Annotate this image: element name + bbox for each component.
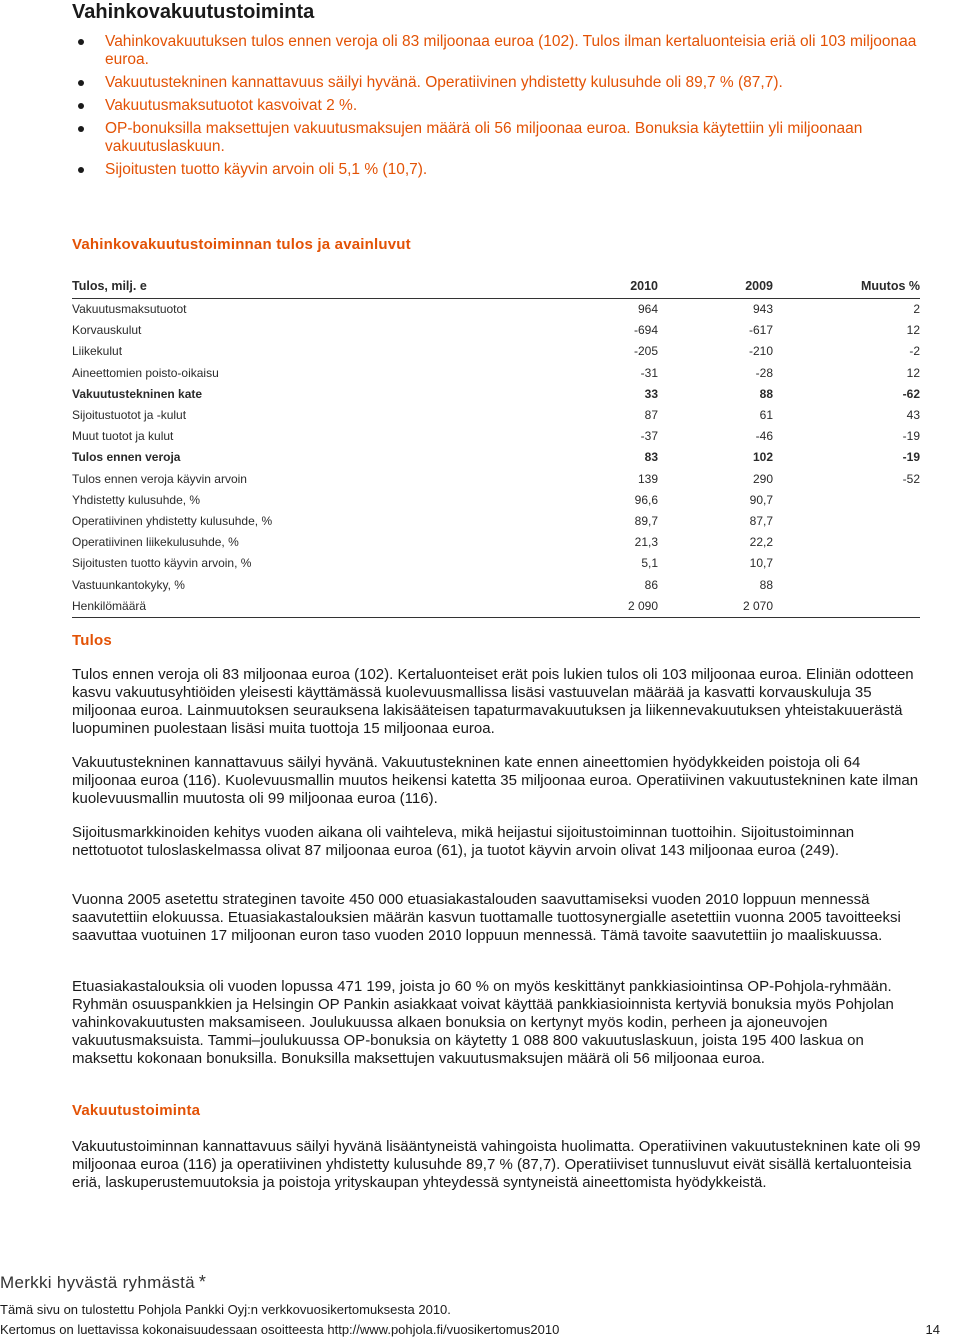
row-label: Sijoitusten tuotto käyvin arvoin, % [72, 556, 252, 571]
table-row [72, 490, 920, 511]
value-2009: -210 [748, 344, 773, 359]
row-label: Operatiivinen yhdistetty kulusuhde, % [72, 514, 273, 529]
vakuutustoiminta-heading: Vakuutustoiminta [72, 1102, 201, 1119]
change-percent [773, 532, 920, 553]
row-label: Operatiivinen liikekulusuhde, % [72, 535, 239, 550]
summary-bullets [72, 33, 922, 184]
change-percent: 12 [906, 323, 920, 338]
bullet-dot-icon [78, 126, 84, 132]
page-title: Vahinkovakuutustoiminta [72, 1, 315, 23]
change-percent: -2 [909, 344, 920, 359]
column-header: 2010 [586, 276, 658, 299]
value-2009: 22,2 [749, 535, 773, 550]
value-2010: -31 [640, 365, 658, 380]
row-label: Henkilömäärä [72, 596, 586, 618]
value-2010: 83 [644, 450, 658, 465]
table-row [72, 596, 920, 618]
bullet-item: Vakuutusmaksutuotot kasvoivat 2 %. [72, 97, 922, 115]
bullet-item: Vakuutustekninen kannattavuus säilyi hyvänä. Operatiivinen yhdistetty kulusuhde oli 89,7 % (87,7). [72, 74, 922, 92]
row-label: Tulos ennen veroja käyvin arvoin [72, 471, 247, 486]
table-header-row [72, 276, 920, 299]
value-2009: 290 [752, 471, 773, 486]
table-row [72, 426, 920, 447]
tulos-paragraph: Tulos ennen veroja oli 83 miljoonaa euroa (102). Kertaluonteiset erät pois lukien tulos oli 103 miljoonaa euroa. Eliniän odotteen kasvu vakuutusyhtiöiden yleisesti käyttämässä kuolevuusmallissa lisäsi vastuuvelan määrää ja kasvatti korvauskuluja 35 miljoonaa euroa. Lainmuutoksen seurauksena lakisääteisen tapaturmavakuutuksen ja liikennevakuutuksen yhteistakuuerästä luopuminen puolestaan lisäsi muita tuottoja 15 miljoonaa euroa. [72, 666, 914, 737]
change-percent [773, 490, 920, 511]
table-title: Vahinkovakuutustoiminnan tulos ja avainluvut [72, 236, 411, 253]
change-percent [773, 511, 920, 532]
value-2010: 86 [644, 577, 658, 592]
table-row [72, 384, 920, 405]
table-row [72, 575, 920, 596]
footer-print-note: Tämä sivu on tulostettu Pohjola Pankki Oyj:n verkkovuosikertomuksesta 2010. [0, 1302, 451, 1317]
page-number: 14 [925, 1322, 940, 1337]
change-percent: -52 [902, 471, 920, 486]
value-2010: 139 [637, 471, 658, 486]
table-row [72, 469, 920, 490]
row-label: Yhdistetty kulusuhde, % [72, 492, 201, 507]
brand-slogan: Merkki hyvästä ryhmästä * [0, 1272, 207, 1292]
bullet-item: Sijoitusten tuotto käyvin arvoin oli 5,1 % (10,7). [72, 161, 922, 179]
change-percent: -19 [902, 450, 920, 465]
value-2010: 21,3 [634, 535, 658, 550]
value-2009: 87,7 [749, 514, 773, 529]
value-2010: -205 [633, 344, 658, 359]
value-2010: 2 090 [586, 596, 658, 618]
bullet-dot-icon [78, 39, 84, 45]
bullet-dot-icon [78, 167, 84, 173]
value-2009: -28 [755, 365, 773, 380]
row-label: Aineettomien poisto-oikaisu [72, 365, 219, 380]
change-percent: 43 [906, 408, 920, 423]
table-row [72, 320, 920, 341]
bullet-item: Vahinkovakuutuksen tulos ennen veroja oli 83 miljoonaa euroa (102). Tulos ilman kertaluonteisia eriä oli 103 miljoonaa euroa. [72, 33, 922, 69]
value-2010: 89,7 [634, 514, 658, 529]
tulos-heading: Tulos [72, 632, 112, 649]
row-label: Vakuutustekninen kate [72, 386, 203, 401]
vakuutustoiminta-paragraph: Vakuutustoiminnan kannattavuus säilyi hyvänä lisääntyneistä vahingoista huolimatta. Operatiivinen vakuutustekninen kate oli 99 miljoonaa euroa (116) ja operatiivinen yhdistetty kulusuhde 89,7 % (87,7). Operatiiviset tunnusluvut eivät sisällä kertaluonteisia eriä, laskuperustemuutoksia ja poistoja yrityskaupan yhteydessä syntyneistä aineettomista hyödykkeistä. [72, 1138, 921, 1191]
table-row [72, 553, 920, 574]
table-row [72, 405, 920, 426]
value-2010: 96,6 [634, 492, 658, 507]
row-label: Tulos ennen veroja [72, 450, 181, 465]
footer-url-note: Kertomus on luettavissa kokonaisuudessaan osoitteesta http://www.pohjola.fi/vuosikertomus2010 [0, 1322, 560, 1337]
value-2009: 102 [752, 450, 773, 465]
change-percent [773, 596, 920, 618]
value-2010: 33 [644, 386, 658, 401]
value-2010: 964 [637, 302, 658, 316]
tulos-paragraph: Etuasiakastalouksia oli vuoden lopussa 471 199, joista jo 60 % on myös keskittänyt pankkiasiointinsa OP-Pohjola-ryhmään. Ryhmän osuuspankkien ja Helsingin OP Pankin asiakkaat voivat käyttää pankkiasioinnista kertyviä bonuksia myös Pohjolan vahinkovakuutusten maksamiseen. Joulukuussa alkaen bonuksia on kertynyt myös kodin, perheen ja ajoneuvojen vakuutusmaksuista. Tammi–joulukuussa OP-bonuksia on käytetty 1 088 800 vakuutuslaskuun, joista 195 400 laskua on maksettu kokonaan bonuksilla. Bonuksilla maksettujen vakuutusmaksujen määrä oli 56 miljoonaa euroa. [72, 978, 894, 1067]
value-2009: 943 [752, 302, 773, 316]
bullet-dot-icon [78, 80, 84, 86]
row-label: Liikekulut [72, 344, 123, 359]
bullet-dot-icon [78, 103, 84, 109]
value-2010: -694 [633, 323, 658, 338]
table-row [72, 299, 920, 321]
table-row [72, 532, 920, 553]
value-2010: 5,1 [641, 556, 658, 571]
value-2010: 87 [644, 408, 658, 423]
tulos-paragraph: Sijoitusmarkkinoiden kehitys vuoden aikana oli vaihteleva, mikä heijastui sijoitustoiminnan tuottoihin. Sijoitustoiminnan nettotuotot tuloslaskelmassa olivat 87 miljoonaa euroa (61), ja tuotot käyvin arvoin olivat 143 miljoonaa euroa (249). [72, 824, 855, 859]
value-2009: 88 [759, 577, 773, 592]
row-label: Vastuunkantokyky, % [72, 577, 185, 592]
column-header: Muutos % [773, 276, 920, 299]
change-percent: -19 [902, 429, 920, 444]
value-2009: 61 [759, 408, 773, 423]
value-2009: -46 [755, 429, 773, 444]
table-row [72, 511, 920, 532]
row-label: Sijoitustuotot ja -kulut [72, 408, 187, 423]
change-percent [773, 575, 920, 596]
kpi-table [72, 276, 920, 618]
value-2009: 10,7 [749, 556, 773, 571]
column-header: Tulos, milj. e [72, 276, 586, 299]
row-label: Vakuutusmaksutuotot [72, 302, 187, 316]
change-percent: 2 [913, 302, 920, 316]
change-percent: -62 [902, 386, 920, 401]
value-2009: 90,7 [749, 492, 773, 507]
change-percent [773, 553, 920, 574]
tulos-paragraph: Vakuutustekninen kannattavuus säilyi hyvänä. Vakuutustekninen kate ennen aineettomien hyödykkeiden poistoja oli 64 miljoonaa euroa (116). Kuolevuusmallin muutos heikensi katetta 35 miljoonaa euroa. Operatiivinen vakuutustekninen kate ilman kuolevuusmallin muutosta oli 99 miljoonaa euroa (116). [72, 754, 919, 807]
table-row [72, 363, 920, 384]
tulos-paragraph: Vuonna 2005 asetettu strateginen tavoite 450 000 etuasiakastalouden saavuttamiseksi vuoden 2010 loppuun mennessä saavutettiin elokuussa. Etuasiakastalouksien määrän kasvun tuottamalle tuottosynergialle asetettiin vuonna 2005 tavoitteeksi saavuttaa vuotuinen 17 miljoonan euron taso vuoden 2010 loppuun mennessä. Tämä tavoite saavutettiin jo maaliskuussa. [72, 891, 901, 944]
value-2009: -617 [748, 323, 773, 338]
column-header: 2009 [658, 276, 773, 299]
star-icon: * [198, 1272, 207, 1292]
table-row [72, 447, 920, 468]
value-2009: 2 070 [658, 596, 773, 618]
value-2009: 88 [759, 386, 773, 401]
change-percent: 12 [906, 365, 920, 380]
row-label: Muut tuotot ja kulut [72, 429, 174, 444]
bullet-item: OP-bonuksilla maksettujen vakuutusmaksujen määrä oli 56 miljoonaa euroa. Bonuksia käytettiin yli miljoonaan vakuutuslaskuun. [72, 120, 922, 156]
row-label: Korvauskulut [72, 323, 142, 338]
value-2010: -37 [640, 429, 658, 444]
table-row [72, 341, 920, 362]
